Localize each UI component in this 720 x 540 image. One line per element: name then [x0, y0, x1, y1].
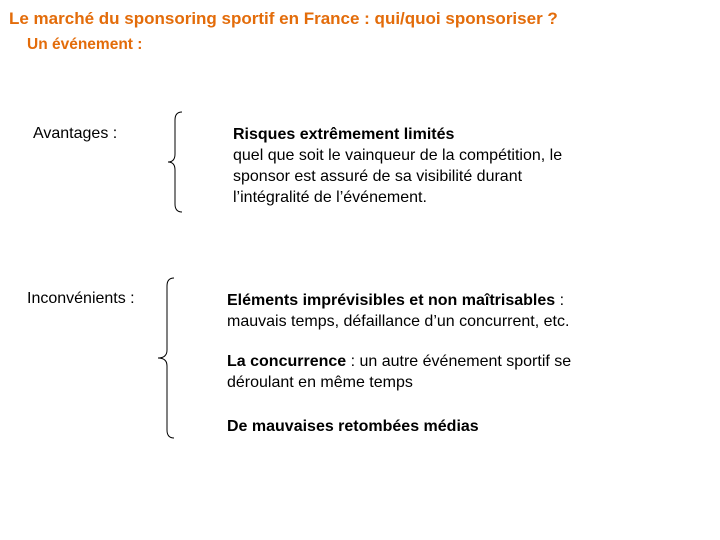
- disadvantage-line: [227, 290, 697, 311]
- disadvantages-brace-icon: [158, 278, 178, 438]
- disadvantage-line: mauvais temps, défaillance d’un concurrent, etc.: [227, 313, 570, 330]
- disadvantage-block-1: [227, 290, 697, 332]
- disadvantage-line: [227, 351, 697, 372]
- disadvantage-heading: La concurrence: [227, 353, 347, 370]
- advantage-line: l’intégralité de l’événement.: [233, 189, 427, 206]
- advantage-line: sponsor est assuré de sa visibilité durant: [233, 168, 523, 185]
- advantage-heading: Risques extrêmement limités: [233, 126, 455, 143]
- disadvantage-block-3: [227, 416, 697, 437]
- disadvantage-block-2: [227, 351, 697, 393]
- disadvantage-suffix: :: [555, 292, 565, 309]
- disadvantage-heading: De mauvaises retombées médias: [227, 418, 479, 435]
- disadvantage-suffix: : un autre événement sportif se: [346, 353, 572, 370]
- disadvantage-heading: Eléments imprévisibles et non maîtrisables: [227, 292, 556, 309]
- disadvantage-line: déroulant en même temps: [227, 374, 413, 391]
- disadvantages-label: Inconvénients :: [27, 290, 135, 307]
- advantage-line: quel que soit le vainqueur de la compétition, le: [233, 147, 563, 164]
- page-title: Le marché du sponsoring sportif en France : qui/quoi sponsoriser ?: [9, 9, 558, 28]
- advantages-brace-icon: [168, 112, 188, 212]
- advantages-block: [233, 124, 703, 208]
- disadvantage-line: [227, 416, 697, 437]
- advantages-label: Avantages :: [33, 125, 118, 142]
- section-subtitle: Un événement :: [27, 36, 143, 53]
